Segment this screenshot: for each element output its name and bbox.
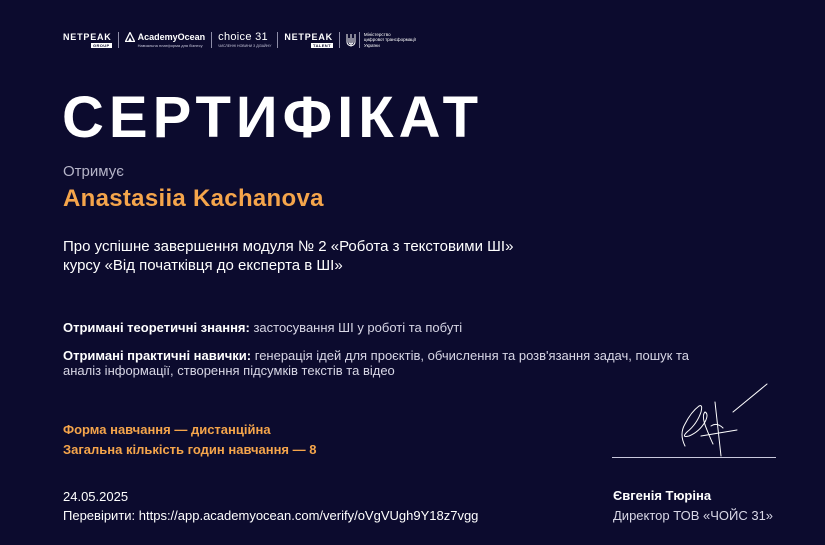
ministry-logo xyxy=(346,32,416,49)
verify-link[interactable]: Перевірити: https://app.academyocean.com/verify/oVgVUgh9Y18z7vgg xyxy=(63,508,479,523)
theory-knowledge xyxy=(63,320,713,335)
signature-line xyxy=(612,457,776,458)
signer-title: Директор ТОВ «ЧОЙС 31» xyxy=(613,508,774,523)
logo-divider xyxy=(277,32,278,48)
issue-date: 24.05.2025 xyxy=(63,489,129,504)
partner-logos xyxy=(63,30,416,50)
logo-divider xyxy=(339,32,340,48)
ministry-divider xyxy=(359,32,360,48)
trident-icon xyxy=(346,33,356,47)
logo-divider xyxy=(211,32,212,48)
theory-label: Отримані теоретичні знання: xyxy=(63,320,250,335)
signature-image xyxy=(655,382,775,457)
practical-skills xyxy=(63,348,713,378)
academy-ocean-tagline: Навчальна платформа для бізнесу xyxy=(137,43,203,48)
certificate-title: СЕРТИФІКАТ xyxy=(62,85,484,150)
netpeak-group-name: NETPEAK xyxy=(63,31,112,42)
receives-label: Отримує xyxy=(63,163,124,180)
study-hours: Загальна кількість годин навчання — 8 xyxy=(63,442,317,457)
netpeak-talent-name: NETPEAK xyxy=(284,31,333,42)
course-line-2: курсу «Від початківця до експерта в ШІ» xyxy=(63,257,343,274)
netpeak-group-logo xyxy=(63,33,112,48)
academy-ocean-name: AcademyOcean xyxy=(137,31,206,42)
signer-name: Євгенія Тюріна xyxy=(613,488,712,503)
choice31-tagline: ЧИСЛЕННІ НОВИНИ З ДІЗАЙНУ xyxy=(218,44,272,48)
netpeak-talent-sub: TALENT xyxy=(313,42,331,48)
netpeak-group-sub: GROUP xyxy=(92,42,110,48)
recipient-name: Anastasiia Kachanova xyxy=(63,185,324,212)
academy-ocean-icon xyxy=(125,32,135,42)
study-form: Форма навчання — дистанційна xyxy=(63,422,271,437)
theory-value: застосування ШІ у роботі та побуті xyxy=(249,320,463,335)
ministry-line-1: Міністерство xyxy=(363,31,391,37)
choice31-name: choice 31 xyxy=(218,31,268,43)
ministry-line-2: цифрової трансформації xyxy=(363,37,416,43)
choice31-logo xyxy=(218,32,271,48)
skills-section xyxy=(63,320,713,378)
course-description xyxy=(63,237,703,275)
practice-value: генерація ідей для проєктів, обчислення та розв'язання задач, пошук та аналіз інформації, створення підсумків текстів та відео xyxy=(63,348,690,378)
ministry-name xyxy=(364,32,416,49)
study-info xyxy=(63,420,316,460)
logo-divider xyxy=(118,32,119,48)
practice-label: Отримані практичні навички: xyxy=(63,348,252,363)
course-line-1: Про успішне завершення модуля № 2 «Робота з текстовими ШІ» xyxy=(63,238,514,255)
academy-ocean-logo xyxy=(125,32,206,48)
netpeak-talent-logo xyxy=(284,33,333,48)
ministry-line-3: України xyxy=(363,42,380,48)
